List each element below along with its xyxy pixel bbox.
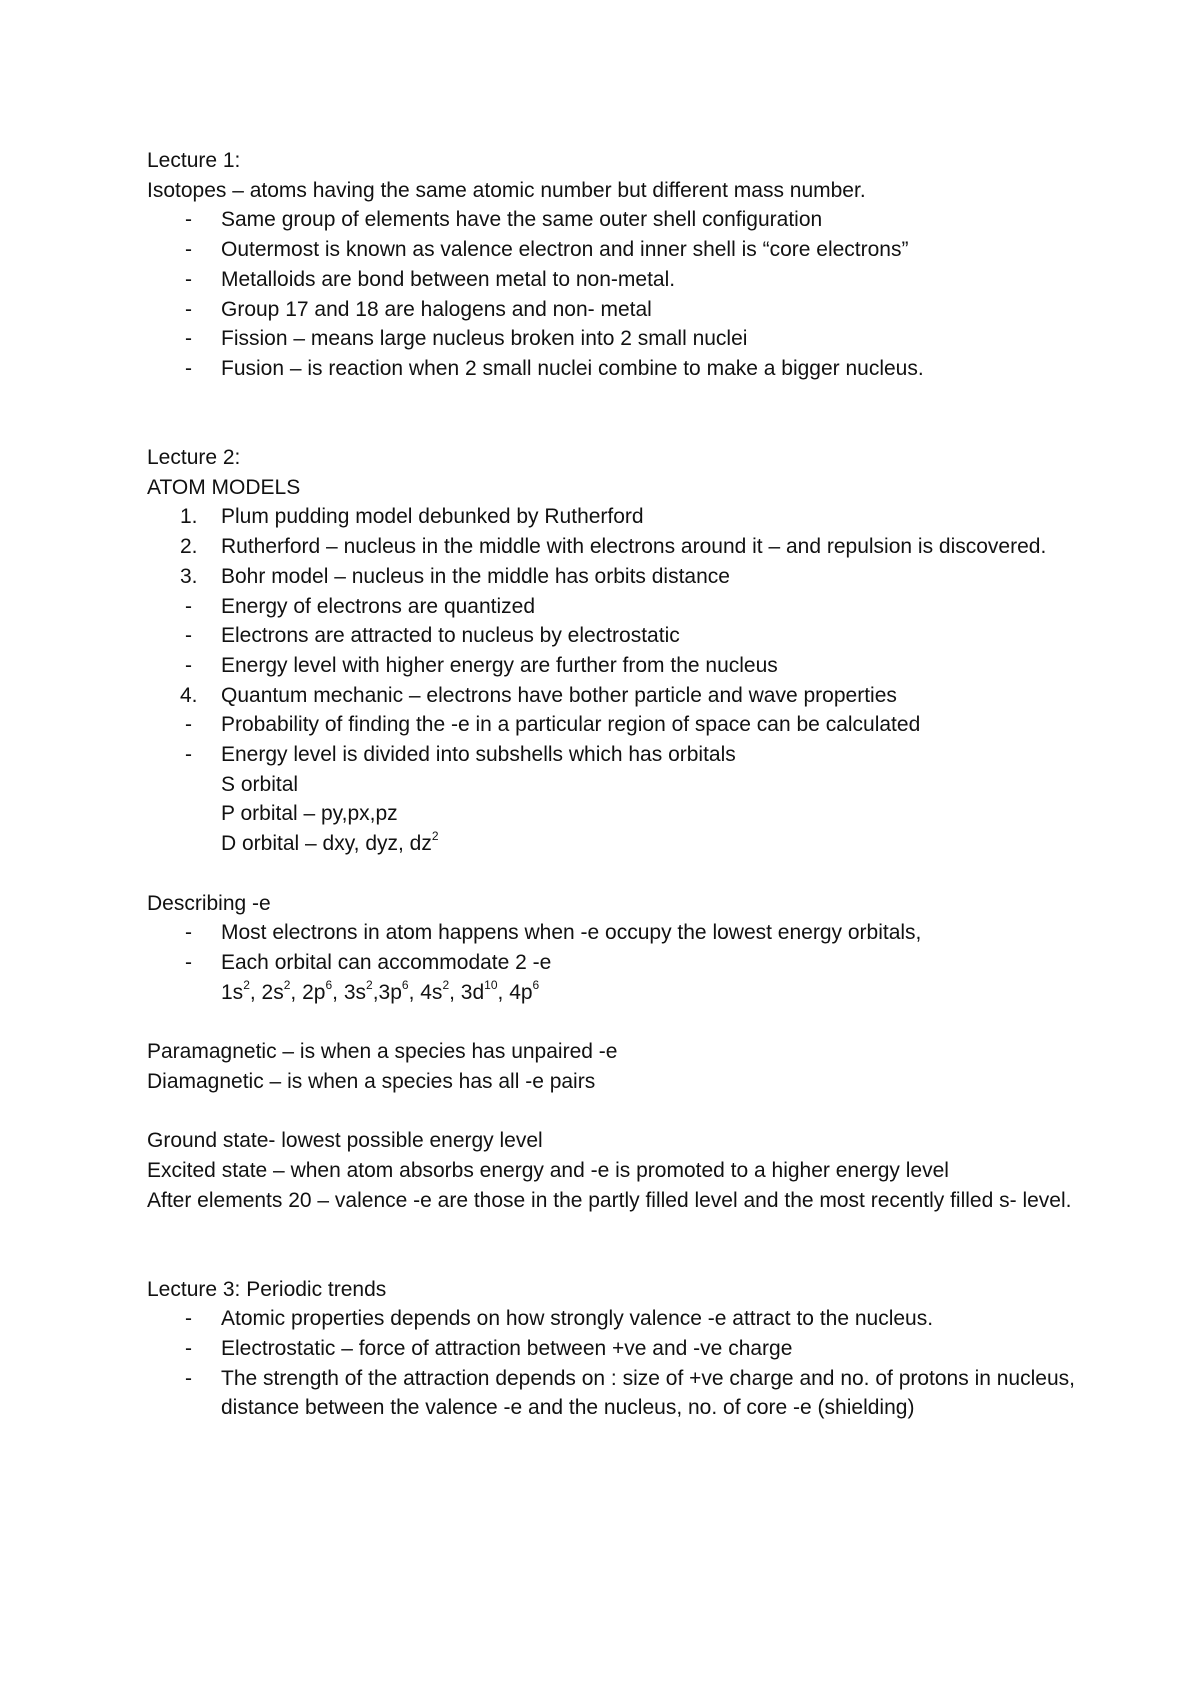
number-marker: 2.	[180, 535, 198, 559]
s-orbital-line: S orbital	[221, 772, 299, 796]
list-item	[147, 710, 1087, 740]
list-item-text: Energy of electrons are quantized	[221, 594, 536, 618]
electron-count-superscript: 10	[484, 977, 498, 992]
list-item	[147, 205, 1087, 235]
dash-bullet: -	[185, 1366, 192, 1390]
d-orbital-text: D orbital – dxy, dyz, dz	[221, 832, 432, 856]
electron-count-superscript: 6	[325, 977, 333, 992]
list-item	[147, 681, 1087, 711]
number-marker: 1.	[180, 505, 198, 529]
paramagnetic-definition: Paramagnetic – is when a species has unpaired -e	[147, 1040, 618, 1064]
electron-count-superscript: 6	[532, 977, 540, 992]
dash-bullet: -	[185, 950, 192, 974]
dash-bullet: -	[185, 743, 192, 767]
after-elements-20-note: After elements 20 – valence -e are those in the partly filled level and the most recently filled s- level.	[147, 1188, 1072, 1212]
electron-count-superscript: 6	[401, 977, 409, 992]
spacer	[147, 1096, 1087, 1126]
list-item-text: Most electrons in atom happens when -e occupy the lowest energy orbitals,	[221, 921, 922, 945]
dash-bullet: -	[185, 921, 192, 945]
d-orbital-line	[147, 829, 1087, 859]
list-item-text: Fission – means large nucleus broken into 2 small nuclei	[221, 327, 748, 351]
list-item	[147, 592, 1087, 622]
electron-count-superscript: 2	[366, 977, 373, 992]
separator: ,	[290, 980, 303, 1004]
list-item	[147, 1364, 1087, 1423]
list-item	[147, 235, 1087, 265]
list-item	[147, 948, 1087, 978]
dash-bullet: -	[185, 327, 192, 351]
electron-count-superscript: 2	[243, 977, 250, 992]
superscript: 2	[431, 829, 439, 844]
electron-count-superscript: 2	[283, 977, 291, 992]
dash-bullet: -	[185, 653, 192, 677]
excited-state-definition: Excited state – when atom absorbs energy and -e is promoted to a higher energy level	[147, 1158, 949, 1182]
separator: ,	[449, 980, 461, 1004]
dash-bullet: -	[185, 1307, 192, 1331]
p-orbital-line: P orbital – py,px,pz	[221, 802, 398, 826]
lecture-3-heading: Lecture 3: Periodic trends	[147, 1277, 387, 1301]
orbital-term: 4p	[509, 980, 533, 1004]
list-item-text: Electrostatic – force of attraction between +ve and -ve charge	[221, 1337, 793, 1361]
dash-bullet: -	[185, 356, 192, 380]
atom-models-subheading: ATOM MODELS	[147, 475, 301, 499]
number-marker: 4.	[180, 683, 198, 707]
lecture-3-bullet-list	[147, 1304, 1087, 1423]
list-item-text: Fusion – is reaction when 2 small nuclei combine to make a bigger nucleus.	[221, 356, 924, 380]
orbital-term: 2s	[261, 980, 284, 1004]
describing-e-list	[147, 918, 1087, 977]
number-marker: 3.	[180, 564, 198, 588]
list-item	[147, 651, 1087, 681]
list-item	[147, 1304, 1087, 1334]
list-item-text: The strength of the attraction depends on : size of +ve charge and no. of protons in nucleus, distance between the valence -e and the nucleus, no. of core -e (shielding)	[221, 1366, 1075, 1420]
spacer	[147, 1007, 1087, 1037]
spacer	[147, 859, 1087, 889]
list-item-text: Atomic properties depends on how strongly valence -e attract to the nucleus.	[221, 1307, 934, 1331]
lecture-2-heading: Lecture 2:	[147, 446, 241, 470]
list-item-text: Probability of finding the -e in a particular region of space can be calculated	[221, 713, 921, 737]
ground-state-definition: Ground state- lowest possible energy level	[147, 1129, 543, 1153]
list-item	[147, 621, 1087, 651]
lecture-1-heading: Lecture 1:	[147, 149, 241, 172]
dash-bullet: -	[185, 208, 192, 232]
list-item	[147, 502, 1087, 532]
list-item	[147, 740, 1087, 770]
lecture-1-bullet-list	[147, 205, 1087, 383]
separator: ,	[497, 980, 510, 1004]
list-item-text: Plum pudding model debunked by Rutherford	[221, 505, 644, 529]
list-item	[147, 918, 1087, 948]
orbital-term: 3d	[460, 980, 485, 1004]
orbital-term: 3s	[343, 980, 366, 1004]
list-item-text: Metalloids are bond between metal to non-metal.	[221, 267, 676, 291]
orbital-term: 1s	[221, 980, 244, 1004]
dash-bullet: -	[185, 713, 192, 737]
dash-bullet: -	[185, 267, 192, 291]
list-item-text: Quantum mechanic – electrons have bother particle and wave properties	[221, 683, 897, 707]
list-item	[147, 532, 1087, 562]
dash-bullet: -	[185, 1337, 192, 1361]
list-item	[147, 354, 1087, 384]
isotopes-definition: Isotopes – atoms having the same atomic number but different mass number.	[147, 178, 866, 202]
list-item-text: Rutherford – nucleus in the middle with electrons around it – and repulsion is discovered.	[221, 535, 1047, 559]
describing-e-heading: Describing -e	[147, 891, 271, 915]
list-item-text: Energy level is divided into subshells which has orbitals	[221, 743, 736, 767]
separator: ,	[332, 980, 344, 1004]
diamagnetic-definition: Diamagnetic – is when a species has all -e pairs	[147, 1069, 596, 1093]
electron-configuration	[147, 978, 1087, 1008]
dash-bullet: -	[185, 238, 192, 262]
orbital-term: 3p	[378, 980, 402, 1004]
list-item-text: Bohr model – nucleus in the middle has orbits distance	[221, 564, 730, 588]
orbital-term: 4s	[420, 980, 443, 1004]
list-item-text: Electrons are attracted to nucleus by electrostatic	[221, 624, 680, 648]
list-item	[147, 295, 1087, 325]
list-item	[147, 324, 1087, 354]
list-item	[147, 1334, 1087, 1364]
spacer	[147, 1215, 1087, 1274]
dash-bullet: -	[185, 297, 192, 321]
spacer	[147, 384, 1087, 443]
list-item-text: Group 17 and 18 are halogens and non- metal	[221, 297, 652, 321]
separator: ,	[372, 980, 379, 1004]
list-item-text: Each orbital can accommodate 2 -e	[221, 950, 552, 974]
separator: ,	[249, 980, 262, 1004]
document-page	[147, 146, 1087, 1423]
list-item-text: Same group of elements have the same outer shell configuration	[221, 208, 823, 232]
separator: ,	[408, 980, 421, 1004]
list-item-text: Outermost is known as valence electron and inner shell is “core electrons”	[221, 238, 909, 262]
dash-bullet: -	[185, 624, 192, 648]
list-item	[147, 562, 1087, 592]
list-item-text: Energy level with higher energy are further from the nucleus	[221, 653, 778, 677]
orbital-term: 2p	[302, 980, 326, 1004]
dash-bullet: -	[185, 594, 192, 618]
electron-count-superscript: 2	[442, 977, 450, 992]
atom-models-list	[147, 502, 1087, 769]
list-item	[147, 265, 1087, 295]
